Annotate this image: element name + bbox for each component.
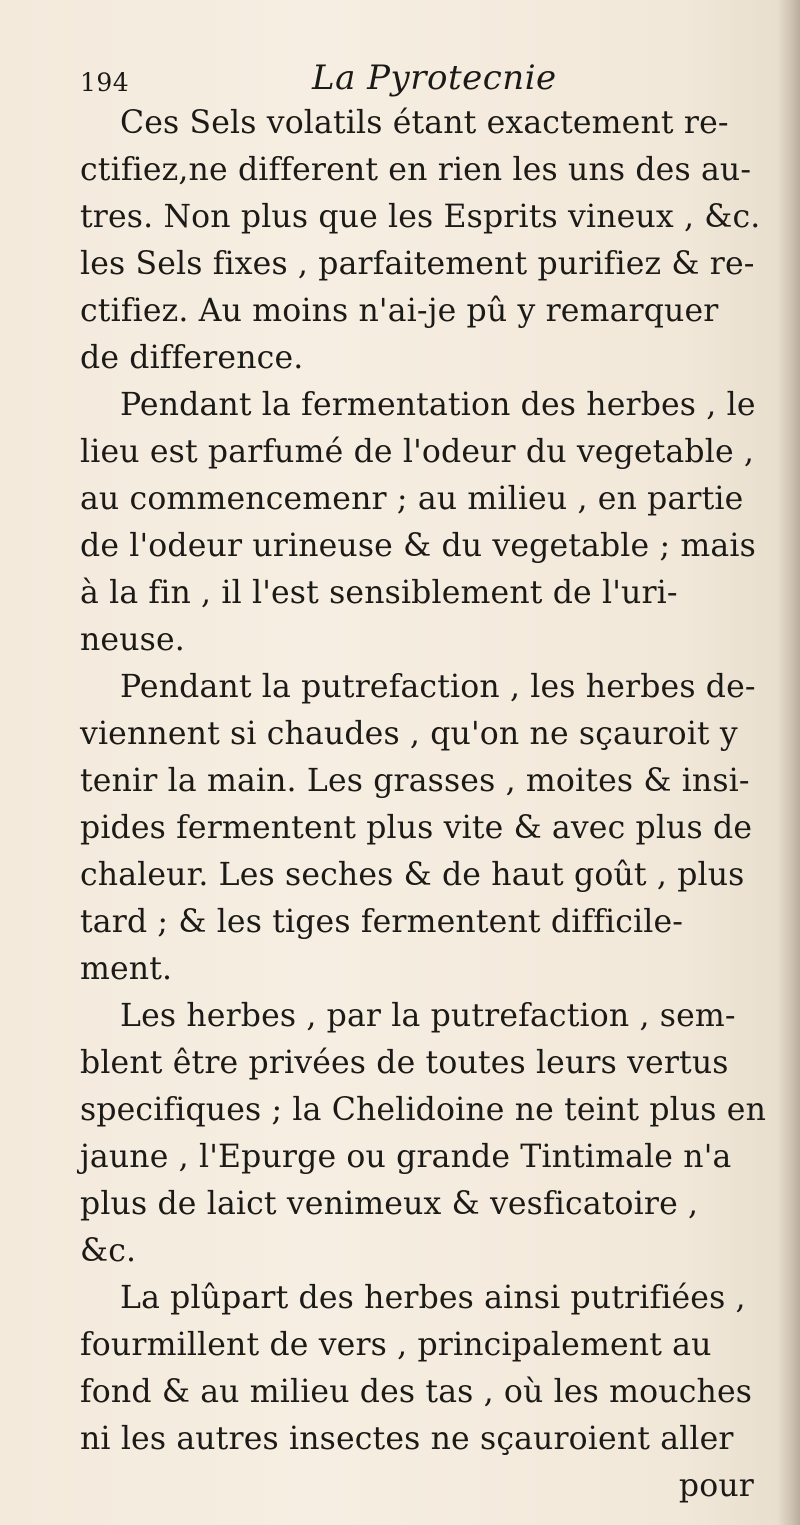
text-line: tres. Non plus que les Esprits vineux , &c. <box>80 199 761 235</box>
text-line: viennent si chaudes , qu'on ne sçauroit y <box>80 716 738 752</box>
text-line: tard ; & les tiges fermentent difficile- <box>80 904 684 940</box>
text-line: ctifiez,ne different en rien les uns des au- <box>80 152 752 188</box>
text-line: blent être privées de toutes leurs vertus <box>80 1045 729 1081</box>
page-edge-shadow <box>778 0 800 1525</box>
text-line: ctifiez. Au moins n'ai-je pû y remarquer <box>80 293 719 329</box>
text-line: lieu est parfumé de l'odeur du vegetable , <box>80 434 755 470</box>
running-title: La Pyrotecnie <box>312 58 557 98</box>
text-line: plus de laict venimeux & vesficatoire , <box>80 1186 699 1222</box>
text-line: &c. <box>80 1233 137 1269</box>
text-line: tenir la main. Les grasses , moites & insi- <box>80 763 750 799</box>
page-number: 194 <box>80 68 130 97</box>
text-line: ment. <box>80 951 173 987</box>
page-header <box>80 58 740 106</box>
text-line: neuse. <box>80 622 185 658</box>
text-line: specifiques ; la Chelidoine ne teint plus en <box>80 1092 767 1128</box>
text-line: Ces Sels volatils étant exactement re- <box>120 105 729 141</box>
text-line: chaleur. Les seches & de haut goût , plus <box>80 857 745 893</box>
catchword: pour <box>678 1468 754 1504</box>
text-line: ni les autres insectes ne sçauroient aller <box>80 1421 734 1457</box>
text-line: les Sels fixes , parfaitement purifiez & re- <box>80 246 755 282</box>
text-line: Pendant la fermentation des herbes , le <box>120 387 756 423</box>
text-line: Les herbes , par la putrefaction , sem- <box>120 998 736 1034</box>
text-line: fourmillent de vers , principalement au <box>80 1327 712 1363</box>
text-line: pides fermentent plus vite & avec plus de <box>80 810 753 846</box>
text-line: Pendant la putrefaction , les herbes de- <box>120 669 756 705</box>
body-text <box>80 100 770 1510</box>
text-line: jaune , l'Epurge ou grande Tintimale n'a <box>80 1139 732 1175</box>
text-line: de l'odeur urineuse & du vegetable ; mais <box>80 528 756 564</box>
text-line: fond & au milieu des tas , où les mouches <box>80 1374 753 1410</box>
text-line: à la fin , il l'est sensiblement de l'uri- <box>80 575 678 611</box>
text-line: de difference. <box>80 340 304 376</box>
text-line: au commencemenr ; au milieu , en partie <box>80 481 744 517</box>
text-line: La plûpart des herbes ainsi putrifiées , <box>120 1280 746 1316</box>
